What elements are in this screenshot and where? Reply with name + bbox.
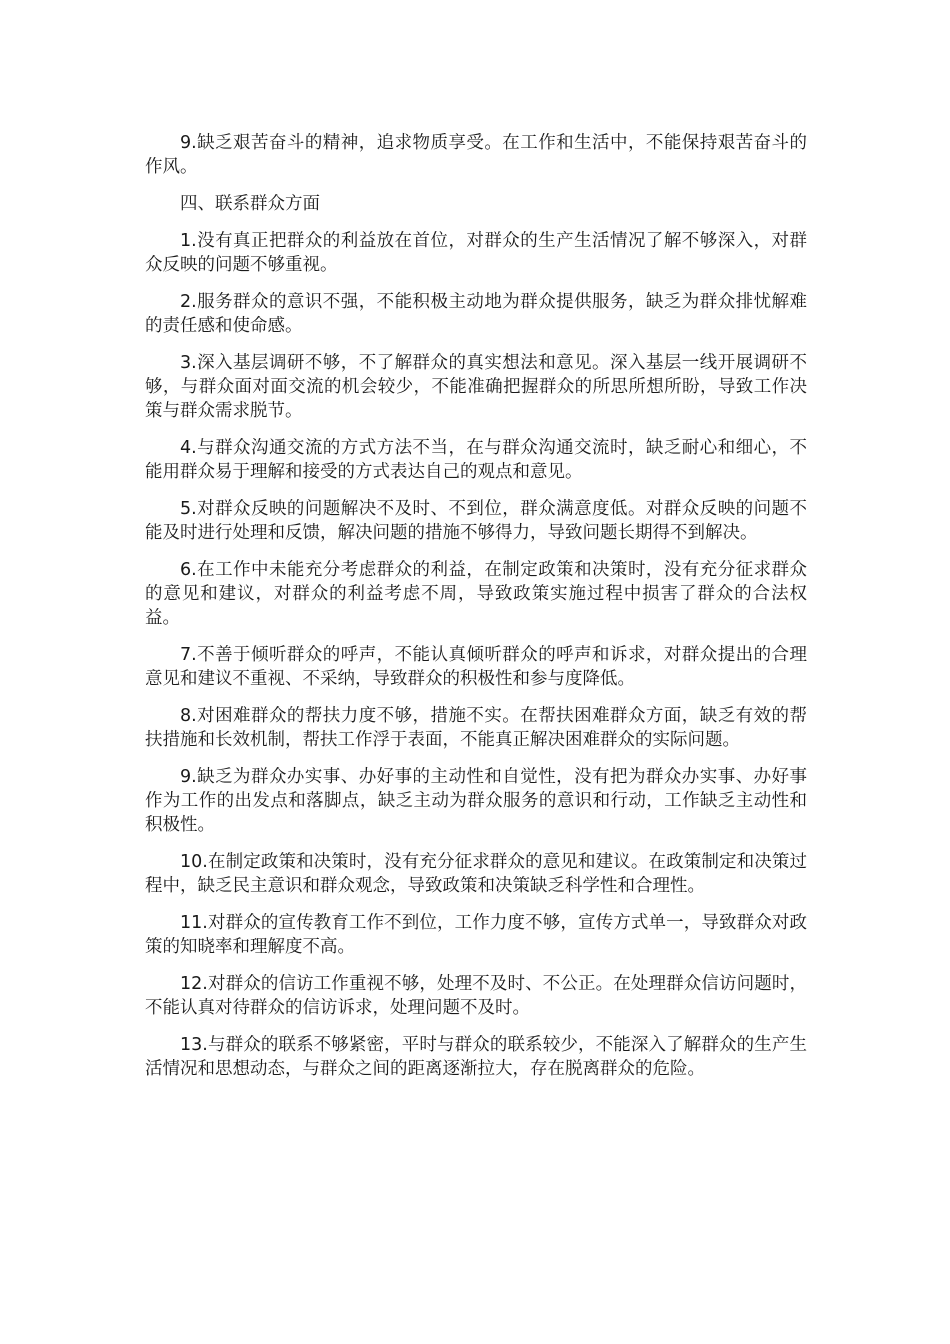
paragraph-item-4: 4.与群众沟通交流的方式方法不当，在与群众沟通交流时，缺乏耐心和细心，不能用群众易于理解和接受的方式表达自己的观点和意见。 (145, 438, 807, 482)
paragraph-item-12: 12.对群众的信访工作重视不够，处理不及时、不公正。在处理群众信访问题时，不能认真对待群众的信访诉求，处理问题不及时。 (145, 974, 807, 1018)
paragraph-item-2: 2.服务群众的意识不强，不能积极主动地为群众提供服务，缺乏为群众排忧解难的责任感和使命感。 (145, 292, 807, 336)
paragraph-item-8: 8.对困难群众的帮扶力度不够，措施不实。在帮扶困难群众方面，缺乏有效的帮扶措施和长效机制，帮扶工作浮于表面，不能真正解决困难群众的实际问题。 (145, 706, 807, 750)
paragraph-item-1: 1.没有真正把群众的利益放在首位，对群众的生产生活情况了解不够深入，对群众反映的问题不够重视。 (145, 231, 807, 275)
paragraph-item-13: 13.与群众的联系不够紧密，平时与群众的联系较少，不能深入了解群众的生产生活情况和思想动态，与群众之间的距离逐渐拉大，存在脱离群众的危险。 (145, 1035, 807, 1079)
paragraph-item-9-hardship: 9.缺乏艰苦奋斗的精神，追求物质享受。在工作和生活中，不能保持艰苦奋斗的作风。 (145, 133, 807, 177)
document-body (145, 131, 807, 1094)
paragraph-item-10: 10.在制定政策和决策时，没有充分征求群众的意见和建议。在政策制定和决策过程中，缺乏民主意识和群众观念，导致政策和决策缺乏科学性和合理性。 (145, 852, 807, 896)
section-heading-contact-masses: 四、联系群众方面 (180, 194, 320, 214)
paragraph-item-3: 3.深入基层调研不够，不了解群众的真实想法和意见。深入基层一线开展调研不够，与群众面对面交流的机会较少，不能准确把握群众的所思所想所盼，导致工作决策与群众需求脱节。 (145, 353, 807, 421)
paragraph-item-11: 11.对群众的宣传教育工作不到位，工作力度不够，宣传方式单一，导致群众对政策的知晓率和理解度不高。 (145, 913, 807, 957)
paragraph-item-6: 6.在工作中未能充分考虑群众的利益，在制定政策和决策时，没有充分征求群众的意见和建议，对群众的利益考虑不周，导致政策实施过程中损害了群众的合法权益。 (145, 560, 807, 628)
paragraph-item-5: 5.对群众反映的问题解决不及时、不到位，群众满意度低。对群众反映的问题不能及时进行处理和反馈，解决问题的措施不够得力，导致问题长期得不到解决。 (145, 499, 807, 543)
paragraph-item-9: 9.缺乏为群众办实事、办好事的主动性和自觉性，没有把为群众办实事、办好事作为工作的出发点和落脚点，缺乏主动为群众服务的意识和行动，工作缺乏主动性和积极性。 (145, 767, 807, 835)
paragraph-item-7: 7.不善于倾听群众的呼声，不能认真倾听群众的呼声和诉求，对群众提出的合理意见和建议不重视、不采纳，导致群众的积极性和参与度降低。 (145, 645, 807, 689)
